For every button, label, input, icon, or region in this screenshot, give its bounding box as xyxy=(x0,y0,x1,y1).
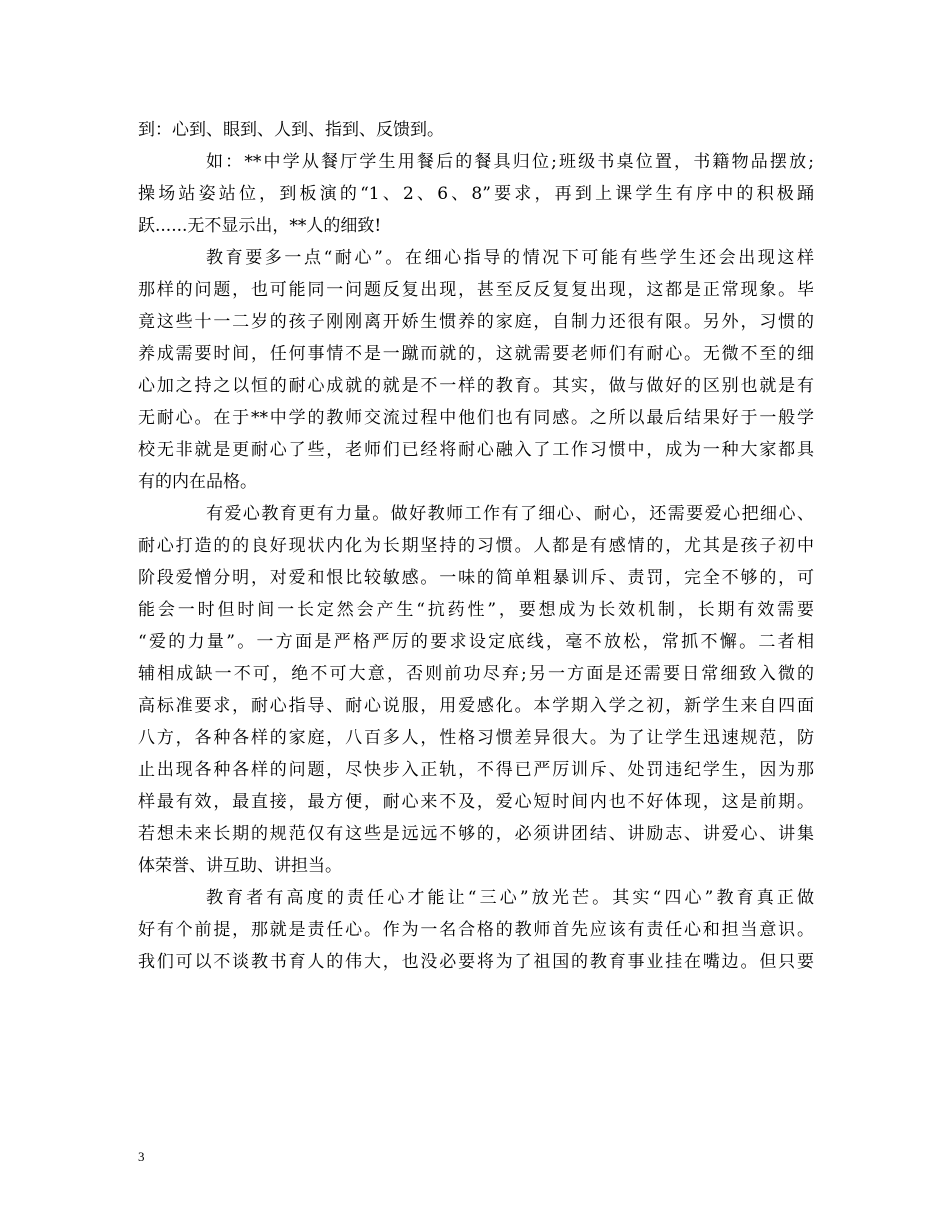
paragraph xyxy=(138,882,814,978)
text-line: 竟这些十一二岁的孩子刚刚离开娇生惯养的家庭，自制力还很有限。另外，习惯的 xyxy=(138,312,814,332)
text-line: 心加之持之以恒的耐心成就的就是不一样的教育。其实，做与做好的区别也就是有 xyxy=(138,376,814,396)
paragraph xyxy=(138,242,814,498)
paragraph xyxy=(138,114,814,146)
paragraph xyxy=(138,498,814,882)
text-line: 养成需要时间，任何事情不是一蹴而就的，这就需要老师们有耐心。无微不至的细 xyxy=(138,344,814,364)
text-line: 校无非就是更耐心了些，老师们已经将耐心融入了工作习惯中，成为一种大家都具 xyxy=(138,440,814,460)
text-line: 有爱心教育更有力量。做好教师工作有了细心、耐心，还需要爱心把细心、 xyxy=(206,504,814,524)
text-line: 体荣誉、讲互助、讲担当。 xyxy=(138,856,342,876)
paragraph xyxy=(138,146,814,242)
text-line: 无耐心。在于**中学的教师交流过程中他们也有同感。之所以最后结果好于一般学 xyxy=(138,408,814,428)
text-line: 好有个前提，那就是责任心。作为一名合格的教师首先应该有责任心和担当意识。 xyxy=(138,920,814,940)
text-line: 高标准要求，耐心指导、耐心说服，用爱感化。本学期入学之初，新学生来自四面 xyxy=(138,696,814,716)
text-line: 那样的问题，也可能同一问题反复出现，甚至反反复复出现，这都是正常现象。毕 xyxy=(138,280,814,300)
text-line: 如：**中学从餐厅学生用餐后的餐具归位;班级书桌位置，书籍物品摆放; xyxy=(206,152,814,172)
text-line: 止出现各种各样的问题，尽快步入正轨，不得已严厉训斥、处罚违纪学生，因为那 xyxy=(138,760,814,780)
text-line: 样最有效，最直接，最方便，耐心来不及，爱心短时间内也不好体现，这是前期。 xyxy=(138,792,814,812)
text-line: 阶段爱憎分明，对爱和恨比较敏感。一味的简单粗暴训斥、责罚，完全不够的，可 xyxy=(138,568,814,588)
text-line: 八方，各种各样的家庭，八百多人，性格习惯差异很大。为了让学生迅速规范，防 xyxy=(138,728,814,748)
text-line: 有的内在品格。 xyxy=(138,472,257,492)
text-line: 若想未来长期的规范仅有这些是远远不够的，必须讲团结、讲励志、讲爱心、讲集 xyxy=(138,824,814,844)
document-page xyxy=(138,114,814,978)
text-line: “爱的力量”。一方面是严格严厉的要求设定底线，毫不放松，常抓不懈。二者相 xyxy=(138,632,814,652)
text-line: 教育要多一点“耐心”。在细心指导的情况下可能有些学生还会出现这样 xyxy=(206,248,814,268)
text-line: 辅相成缺一不可，绝不可大意，否则前功尽弃;另一方面是还需要日常细致入微的 xyxy=(138,664,814,684)
text-line: 教育者有高度的责任心才能让“三心”放光芒。其实“四心”教育真正做 xyxy=(206,888,814,908)
text-line: 我们可以不谈教书育人的伟大，也没必要将为了祖国的教育事业挂在嘴边。但只要 xyxy=(138,952,814,972)
text-line: 能会一时但时间一长定然会产生“抗药性”，要想成为长效机制，长期有效需要 xyxy=(138,600,814,620)
page-number: 3 xyxy=(138,1149,145,1164)
text-line: 耐心打造的的良好现状内化为长期坚持的习惯。人都是有感情的，尤其是孩子初中 xyxy=(138,536,814,556)
text-line: 操场站姿站位，到板演的“1、2、6、8”要求，再到上课学生有序中的积极踊 xyxy=(138,184,814,204)
text-line: 到：心到、眼到、人到、指到、反馈到。 xyxy=(138,120,444,140)
text-line: 跃......无不显示出，**人的细致! xyxy=(138,216,382,236)
